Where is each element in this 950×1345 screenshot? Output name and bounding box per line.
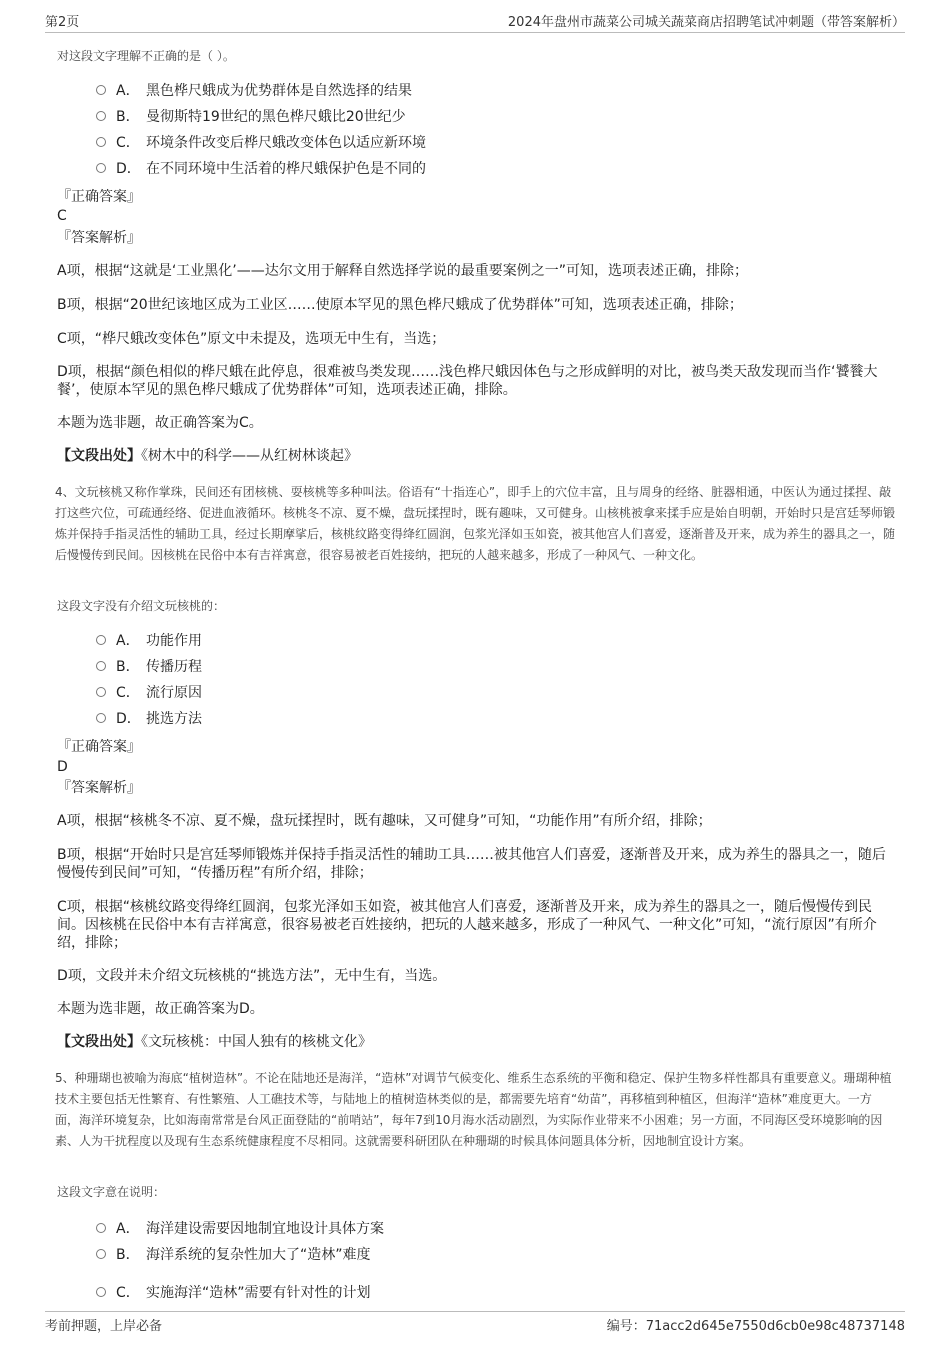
q4-option-d[interactable]: D． 挑选方法 xyxy=(96,708,202,730)
radio-icon[interactable] xyxy=(96,163,106,173)
source-title: 《文玩核桃：中国人独有的核桃文化》 xyxy=(141,1034,372,1050)
q5-option-c[interactable]: C． 实施海洋“造林”需要有针对性的计划 xyxy=(96,1282,371,1304)
q3-conclusion: 本题为选非题，故正确答案为C。 xyxy=(57,415,263,431)
q4-option-c[interactable]: C． 流行原因 xyxy=(96,682,202,704)
q3-analysis-c: C项，“桦尺蛾改变体色”原文中未提及，选项无中生有，当选； xyxy=(57,331,446,347)
radio-icon[interactable] xyxy=(96,661,106,671)
q3-option-a[interactable]: A． 黑色桦尺蛾成为优势群体是自然选择的结果 xyxy=(96,80,412,102)
q3-analysis-b: B项，根据“20世纪该地区成为工业区……使原本罕见的黑色桦尺蛾成了优势群体”可知，选项表述正确，排除； xyxy=(57,297,743,313)
q4-option-b[interactable]: B． 传播历程 xyxy=(96,656,202,678)
source-label: 【文段出处】 xyxy=(57,1034,141,1050)
radio-icon[interactable] xyxy=(96,111,106,121)
q3-option-d[interactable]: D． 在不同环境中生活着的桦尺蛾保护色是不同的 xyxy=(96,158,426,180)
q3-option-c[interactable]: C． 环境条件改变后桦尺蛾改变体色以适应新环境 xyxy=(96,132,426,154)
page-footer xyxy=(45,1311,905,1336)
q4-answer-label: 『正确答案』 xyxy=(57,739,141,755)
radio-icon[interactable] xyxy=(96,137,106,147)
source-label: 【文段出处】 xyxy=(57,448,141,464)
footer-slogan: 考前押题，上岸必备 xyxy=(45,1319,163,1334)
q4-conclusion: 本题为选非题，故正确答案为D。 xyxy=(57,1001,264,1017)
q5-option-b[interactable]: B． 海洋系统的复杂性加大了“造林”难度 xyxy=(96,1244,371,1266)
q4-answer: D xyxy=(57,759,68,775)
q4-analysis-label: 『答案解析』 xyxy=(57,780,141,796)
q5-option-a[interactable]: A． 海洋建设需要因地制宜地设计具体方案 xyxy=(96,1218,384,1240)
q3-prompt: 对这段文字理解不正确的是（ ）。 xyxy=(57,49,235,63)
q3-analysis-a: A项，根据“这就是‘工业黑化’——达尔文用于解释自然选择学说的最重要案例之一”可知，选项表述正确，排除； xyxy=(57,263,748,279)
document-code: 编号：71acc2d645e7550d6cb0e98c48737148 xyxy=(606,1319,905,1334)
q4-option-a[interactable]: A． 功能作用 xyxy=(96,630,202,652)
q4-prompt: 这段文字没有介绍文玩核桃的： xyxy=(57,599,226,613)
radio-icon[interactable] xyxy=(96,1249,106,1259)
radio-icon[interactable] xyxy=(96,85,106,95)
q3-source xyxy=(57,446,358,466)
q3-option-b[interactable]: B． 曼彻斯特19世纪的黑色桦尺蛾比20世纪少 xyxy=(96,106,406,128)
q3-analysis-label: 『答案解析』 xyxy=(57,230,141,246)
q5-passage: 5、种珊瑚也被喻为海底“植树造林”。不论在陆地还是海洋，“造林”对调节气候变化、维系生态系统的平衡和稳定、保护生物多样性都具有重要意义。珊瑚种植技术主要包括无性繁育、有性繁殖、人工礁技术等，与陆地上的植树造林类似的是，都需要先培育“幼苗”，再移植到种植区，但海洋“造林”难度更大。一方面，海洋环境复杂，比如海南常常是台风正面登陆的“前哨站”，每年7到10月海水活动剧烈，为实际作业带来不小困难；另一方面，不同海区受环境影响的因素、人为干扰程度以及现有生态系统健康程度不尽相同。这就需要科研团队在种珊瑚的时候具体问题具体分析，因地制宜设计方案。 xyxy=(55,1071,892,1148)
q5-prompt: 这段文字意在说明： xyxy=(57,1185,166,1199)
q4-analysis-c: C项，根据“核桃纹路变得绛红圆润，包浆光泽如玉如瓷，被其他宫人们喜爱，逐渐普及开来，成为养生的器具之一，随后慢慢传到民间。因核桃在民俗中本有吉祥寓意，很容易被老百姓接纳，把玩的人越来越多，形成了一种风气、一种文化”可知，“流行原因”有所介绍，排除； xyxy=(57,899,877,951)
radio-icon[interactable] xyxy=(96,1223,106,1233)
q4-passage: 4、文玩核桃又称作掌珠，民间还有团核桃、耍核桃等多种叫法。俗语有“十指连心”，即手上的穴位丰富，且与周身的经络、脏器相通，中医认为通过揉捏、敲打这些穴位，可疏通经络、促进血液循环。核桃冬不凉、夏不燥，盘玩揉捏时，既有趣味，又可健身。山核桃被拿来揉手应是始自明朝，开始时只是宫廷琴师锻炼并保持手指灵活性的辅助工具，经过长期摩挲后，核桃纹路变得绛红圆润，包浆光泽如玉如瓷，被其他宫人们喜爱，逐渐普及开来，成为养生的器具之一，随后慢慢传到民间。因核桃在民俗中本有吉祥寓意，很容易被老百姓接纳，把玩的人越来越多，形成了一种风气、一种文化。 xyxy=(55,485,896,562)
radio-icon[interactable] xyxy=(96,1287,106,1297)
q4-source xyxy=(57,1032,372,1052)
q4-analysis-b: B项，根据“开始时只是宫廷琴师锻炼并保持手指灵活性的辅助工具……被其他宫人们喜爱，逐渐普及开来，成为养生的器具之一，随后慢慢传到民间”可知，“传播历程”有所介绍，排除； xyxy=(57,847,886,881)
q4-analysis-a: A项，根据“核桃冬不凉、夏不燥，盘玩揉捏时，既有趣味，又可健身”可知，“功能作用”有所介绍，排除； xyxy=(57,813,712,829)
radio-icon[interactable] xyxy=(96,713,106,723)
q3-answer: C xyxy=(57,208,67,224)
page-header xyxy=(45,8,905,33)
source-title: 《树木中的科学——从红树林谈起》 xyxy=(141,448,358,464)
q4-analysis-d: D项，文段并未介绍文玩核桃的“挑选方法”，无中生有，当选。 xyxy=(57,968,447,984)
q3-analysis-d: D项，根据“颜色相似的桦尺蛾在此停息，很难被鸟类发现……浅色桦尺蛾因体色与之形成鲜明的对比，被鸟类天敌发现而当作‘饕餮大餐’，使原本罕见的黑色桦尺蛾成了优势群体”可知，选项表述正确，排除。 xyxy=(57,364,878,398)
q3-answer-label: 『正确答案』 xyxy=(57,189,141,205)
radio-icon[interactable] xyxy=(96,635,106,645)
page-number: 第2页 xyxy=(45,15,80,30)
radio-icon[interactable] xyxy=(96,687,106,697)
document-title: 2024年盘州市蔬菜公司城关蔬菜商店招聘笔试冲刺题（带答案解析） xyxy=(507,15,905,30)
